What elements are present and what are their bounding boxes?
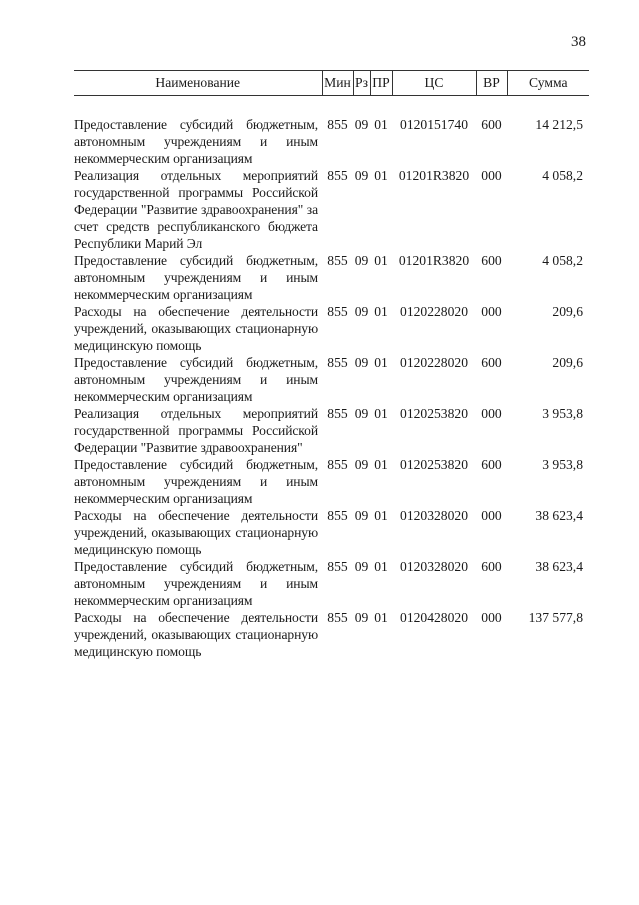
row-cs: 0120228020 [400,304,468,319]
row-sum: 3 953,8 [542,457,583,472]
row-rz: 09 [354,253,369,268]
row-vr: 000 [481,508,502,523]
row-min: 855 [327,406,348,421]
row-name: Расходы на обеспечение деятельности учреждений, оказывающих стационарную медицинскую помощь [74,508,318,557]
row-vr: 600 [481,253,502,268]
budget-table-container [74,70,589,660]
row-pr: 01 [374,508,388,523]
row-rz: 09 [354,117,369,132]
row-name: Предоставление субсидий бюджетным, автономным учреждениям и иным некоммерческим организациям [74,457,318,506]
row-vr: 000 [481,610,502,625]
row-pr: 01 [374,406,388,421]
row-min: 855 [327,610,348,625]
row-cs: 0120151740 [400,117,468,132]
row-pr: 01 [374,253,388,268]
table-row [74,507,589,558]
row-pr: 01 [374,117,388,132]
page-number: 38 [571,34,586,50]
row-cs: 0120253820 [400,457,468,472]
row-pr: 01 [374,457,388,472]
budget-table [74,70,589,660]
row-sum: 38 623,4 [535,559,583,574]
table-row [74,167,589,252]
row-min: 855 [327,559,348,574]
header-rz: Рз [353,71,370,96]
table-row [74,303,589,354]
row-rz: 09 [354,304,369,319]
row-sum: 209,6 [552,355,583,370]
header-cs: ЦС [392,71,476,96]
row-vr: 000 [481,304,502,319]
row-rz: 09 [354,559,369,574]
table-row [74,609,589,660]
row-rz: 09 [354,406,369,421]
row-name: Реализация отдельных мероприятий государственной программы Российской Федерации "Развитие здравоохранения" [74,406,318,455]
header-min: Мин [322,71,353,96]
table-row [74,116,589,167]
row-sum: 14 212,5 [535,117,583,132]
row-name: Предоставление субсидий бюджетным, автономным учреждениям и иным некоммерческим организациям [74,117,318,166]
row-rz: 09 [354,168,369,183]
row-cs: 01201R3820 [398,168,470,183]
row-min: 855 [327,508,348,523]
row-pr: 01 [374,355,388,370]
row-rz: 09 [354,508,369,523]
row-cs: 0120328020 [400,508,468,523]
row-min: 855 [327,117,348,132]
row-pr: 01 [374,168,388,183]
row-sum: 3 953,8 [542,406,583,421]
row-rz: 09 [354,457,369,472]
row-vr: 000 [481,406,502,421]
row-cs: 0120428020 [400,610,468,625]
row-sum: 38 623,4 [535,508,583,523]
header-sum: Сумма [507,71,589,96]
row-min: 855 [327,168,348,183]
table-header-row [74,71,589,96]
header-vr: ВР [476,71,507,96]
row-rz: 09 [354,355,369,370]
table-row [74,558,589,609]
row-cs: 0120228020 [400,355,468,370]
header-spacer [74,96,589,117]
row-min: 855 [327,253,348,268]
row-min: 855 [327,355,348,370]
row-vr: 000 [481,168,502,183]
table-row [74,456,589,507]
row-cs: 01201R3820 [398,253,470,268]
row-pr: 01 [374,610,388,625]
row-sum: 4 058,2 [542,168,583,183]
row-name: Расходы на обеспечение деятельности учреждений, оказывающих стационарную медицинскую помощь [74,304,318,353]
row-name: Предоставление субсидий бюджетным, автономным учреждениям и иным некоммерческим организациям [74,559,318,608]
row-sum: 4 058,2 [542,253,583,268]
row-vr: 600 [481,559,502,574]
row-vr: 600 [481,355,502,370]
row-name: Предоставление субсидий бюджетным, автономным учреждениям и иным некоммерческим организациям [74,253,318,302]
header-name: Наименование [74,71,322,96]
row-rz: 09 [354,610,369,625]
row-sum: 209,6 [552,304,583,319]
table-row [74,252,589,303]
row-vr: 600 [481,457,502,472]
row-cs: 0120328020 [400,559,468,574]
row-pr: 01 [374,304,388,319]
table-row [74,354,589,405]
row-name: Предоставление субсидий бюджетным, автономным учреждениям и иным некоммерческим организациям [74,355,318,404]
row-name: Реализация отдельных мероприятий государственной программы Российской Федерации "Развитие здравоохранения" за счет средств республиканского бюджета Республики Марий Эл [74,168,318,251]
row-min: 855 [327,304,348,319]
header-pr: ПР [370,71,392,96]
table-row [74,405,589,456]
row-vr: 600 [481,117,502,132]
row-min: 855 [327,457,348,472]
row-cs: 0120253820 [400,406,468,421]
row-sum: 137 577,8 [528,610,583,625]
row-pr: 01 [374,559,388,574]
row-name: Расходы на обеспечение деятельности учреждений, оказывающих стационарную медицинскую помощь [74,610,318,659]
